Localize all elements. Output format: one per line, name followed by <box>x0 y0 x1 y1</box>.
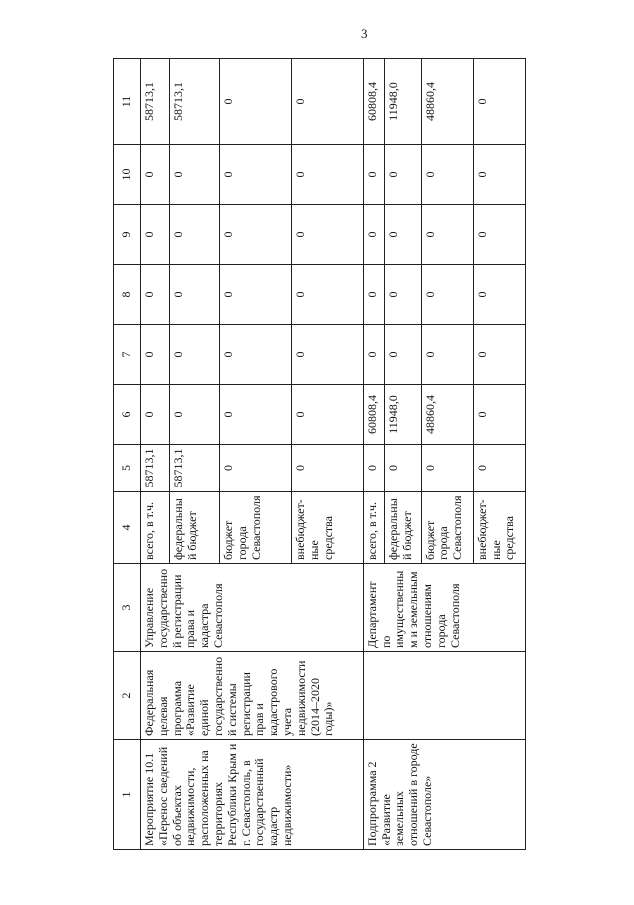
funding-source-cell: федеральный бюджет <box>384 492 421 564</box>
funding-source-cell: федеральный бюджет <box>170 492 220 564</box>
header-col-5: 5 <box>114 445 141 492</box>
value-cell: 60808,4 <box>363 385 384 445</box>
value-cell: 0 <box>292 265 364 325</box>
total-cell: 48860,4 <box>421 59 473 145</box>
value-cell: 0 <box>220 445 292 492</box>
executor-cell: Управление государственной регистрации права и кадастра Севастополя <box>141 564 364 652</box>
funding-source-cell: бюджет города Севастополя <box>421 492 473 564</box>
value-cell: 0 <box>421 205 473 265</box>
value-cell: 0 <box>384 145 421 205</box>
value-cell: 0 <box>384 445 421 492</box>
value-cell: 0 <box>473 265 525 325</box>
header-row <box>114 59 141 850</box>
budget-table <box>113 58 526 850</box>
value-cell: 0 <box>292 145 364 205</box>
value-cell: 58713,1 <box>141 445 170 492</box>
value-cell: 0 <box>141 265 170 325</box>
value-cell: 0 <box>363 145 384 205</box>
total-cell: 58713,1 <box>141 59 170 145</box>
value-cell: 0 <box>170 265 220 325</box>
value-cell: 0 <box>170 145 220 205</box>
funding-source-cell: всего, в т.ч. <box>363 492 384 564</box>
value-cell: 0 <box>220 145 292 205</box>
rotated-table-wrapper <box>113 59 526 850</box>
executor-cell: Департамент по имущественным и земельным отношениям города Севастополя <box>363 564 525 652</box>
funding-source-cell: внебюджет-ные средства <box>292 492 364 564</box>
value-cell: 11948,0 <box>384 385 421 445</box>
value-cell: 0 <box>292 445 364 492</box>
value-cell: 0 <box>363 325 384 385</box>
header-col-6: 6 <box>114 385 141 445</box>
value-cell: 0 <box>170 205 220 265</box>
table-row <box>363 59 384 850</box>
header-col-4: 4 <box>114 492 141 564</box>
header-col-7: 7 <box>114 325 141 385</box>
value-cell: 0 <box>141 325 170 385</box>
header-col-2: 2 <box>114 652 141 740</box>
total-cell: 0 <box>473 59 525 145</box>
header-col-9: 9 <box>114 205 141 265</box>
value-cell: 0 <box>363 265 384 325</box>
value-cell: 0 <box>141 145 170 205</box>
value-cell: 0 <box>473 445 525 492</box>
value-cell: 0 <box>141 205 170 265</box>
value-cell: 0 <box>363 445 384 492</box>
value-cell: 0 <box>421 325 473 385</box>
value-cell: 0 <box>473 325 525 385</box>
total-cell: 11948,0 <box>384 59 421 145</box>
funding-source-cell: бюджет города Севастополя <box>220 492 292 564</box>
program-cell <box>363 652 525 740</box>
value-cell: 0 <box>384 325 421 385</box>
value-cell: 0 <box>473 145 525 205</box>
value-cell: 0 <box>421 145 473 205</box>
value-cell: 48860,4 <box>421 385 473 445</box>
value-cell: 0 <box>220 205 292 265</box>
value-cell: 0 <box>220 385 292 445</box>
program-cell: Федеральная целевая программа «Развитие единой государственной системы регистрации прав и кадастрового учета недвижимости (2014–2020 годы)» <box>141 652 364 740</box>
funding-source-cell: внебюджет-ные средства <box>473 492 525 564</box>
value-cell: 0 <box>473 385 525 445</box>
funding-source-cell: всего, в т.ч. <box>141 492 170 564</box>
total-cell: 60808,4 <box>363 59 384 145</box>
table-row <box>141 59 170 850</box>
value-cell: 58713,1 <box>170 445 220 492</box>
value-cell: 0 <box>421 265 473 325</box>
value-cell: 0 <box>292 385 364 445</box>
value-cell: 0 <box>292 325 364 385</box>
value-cell: 0 <box>170 385 220 445</box>
total-cell: 0 <box>292 59 364 145</box>
value-cell: 0 <box>473 205 525 265</box>
value-cell: 0 <box>141 385 170 445</box>
total-cell: 0 <box>220 59 292 145</box>
subprogram-name-cell: Подпрограмма 2 «Развитие земельных отношений в городе Севастополе» <box>363 740 525 850</box>
header-col-10: 10 <box>114 145 141 205</box>
value-cell: 0 <box>363 205 384 265</box>
value-cell: 0 <box>220 265 292 325</box>
header-col-8: 8 <box>114 265 141 325</box>
value-cell: 0 <box>292 205 364 265</box>
measure-name-cell: Мероприятие 10.1 «Перенос сведений об объектах недвижимости, расположенных на территориях Республики Крым и г. Севастополь, в государственный кадастр недвижимости» <box>141 740 364 850</box>
total-cell: 58713,1 <box>170 59 220 145</box>
header-col-1: 1 <box>114 740 141 850</box>
value-cell: 0 <box>384 265 421 325</box>
header-col-3: 3 <box>114 564 141 652</box>
value-cell: 0 <box>421 445 473 492</box>
page-number: 3 <box>361 26 368 41</box>
value-cell: 0 <box>220 325 292 385</box>
value-cell: 0 <box>384 205 421 265</box>
value-cell: 0 <box>170 325 220 385</box>
header-col-11: 11 <box>114 59 141 145</box>
